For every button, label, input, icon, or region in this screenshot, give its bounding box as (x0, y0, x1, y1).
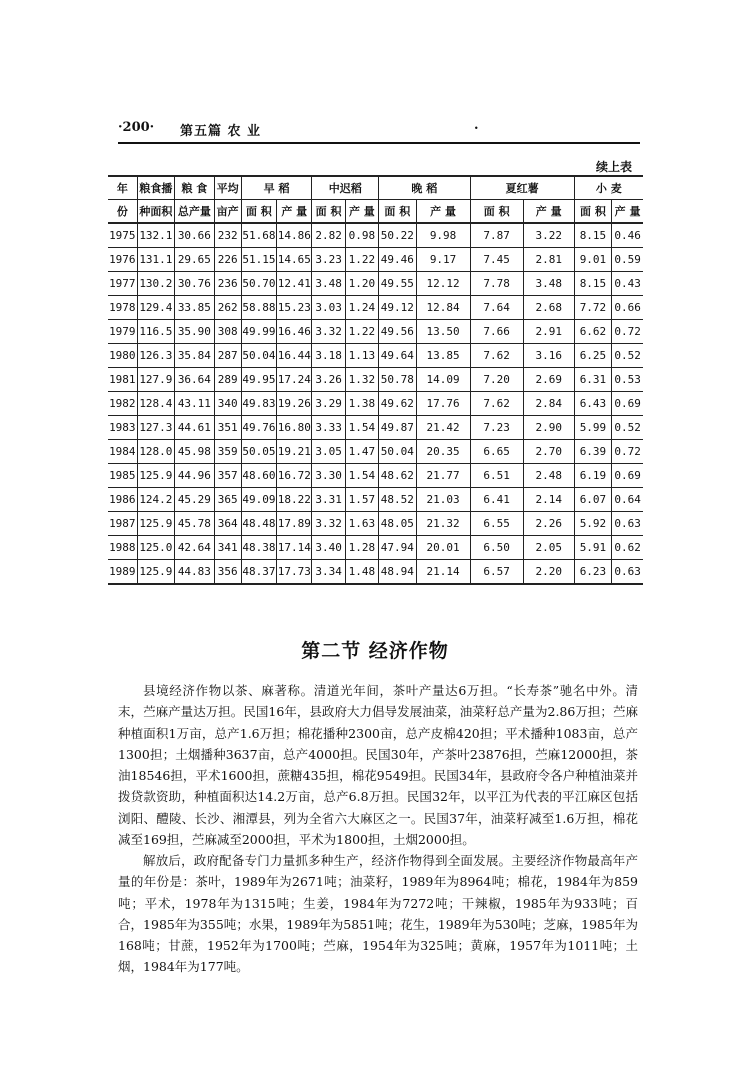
table-cell: 19.21 (277, 440, 312, 464)
table-cell: 17.14 (277, 536, 312, 560)
table-cell: 236 (214, 272, 241, 296)
table-cell: 125.9 (137, 560, 174, 585)
page-number: ·200· (118, 120, 155, 135)
header-avg-yield: 平均 (214, 176, 241, 200)
table-cell: 48.38 (241, 536, 276, 560)
table-cell: 3.29 (312, 392, 345, 416)
table-cell: 5.91 (574, 536, 611, 560)
table-cell: 49.95 (241, 368, 276, 392)
statistics-table (108, 175, 643, 585)
table-cell: 50.70 (241, 272, 276, 296)
table-cell: 6.65 (470, 440, 523, 464)
table-cell: 7.87 (470, 223, 523, 248)
header-cell: 面 积 (312, 200, 345, 224)
table-cell: 45.29 (175, 488, 215, 512)
table-row (108, 344, 643, 368)
header-cell: 总产量 (175, 200, 215, 224)
table-row (108, 440, 643, 464)
table-cell: 132.1 (137, 223, 174, 248)
header-late-rice: 晚 稻 (379, 176, 471, 200)
table-cell: 130.2 (137, 272, 174, 296)
table-cell: 6.25 (574, 344, 611, 368)
table-cell: 2.14 (523, 488, 574, 512)
table-cell: 48.60 (241, 464, 276, 488)
table-cell: 0.72 (612, 320, 643, 344)
table-cell: 6.41 (470, 488, 523, 512)
header-cell: 份 (108, 200, 137, 224)
year-cell: 1985 (108, 464, 137, 488)
table-cell: 2.90 (523, 416, 574, 440)
table-cell: 3.05 (312, 440, 345, 464)
table-cell: 7.62 (470, 344, 523, 368)
header-cell: 面 积 (574, 200, 611, 224)
table-cell: 51.15 (241, 248, 276, 272)
table-cell: 357 (214, 464, 241, 488)
table-cell: 7.72 (574, 296, 611, 320)
table-cell: 8.15 (574, 223, 611, 248)
table-cell: 0.59 (612, 248, 643, 272)
table-cell: 287 (214, 344, 241, 368)
table-cell: 44.83 (175, 560, 215, 585)
year-cell: 1983 (108, 416, 137, 440)
table-cell: 35.90 (175, 320, 215, 344)
table-cell: 12.12 (416, 272, 470, 296)
header-cell: 产 量 (523, 200, 574, 224)
table-cell: 3.48 (523, 272, 574, 296)
table-cell: 0.43 (612, 272, 643, 296)
table-row (108, 320, 643, 344)
table-cell: 1.28 (345, 536, 378, 560)
table-cell: 0.53 (612, 368, 643, 392)
table-cell: 0.69 (612, 392, 643, 416)
table-cell: 50.04 (241, 344, 276, 368)
page-header (118, 118, 638, 140)
table-row (108, 416, 643, 440)
year-cell: 1982 (108, 392, 137, 416)
table-row (108, 464, 643, 488)
table-cell: 9.01 (574, 248, 611, 272)
table-cell: 6.31 (574, 368, 611, 392)
table-cell: 116.5 (137, 320, 174, 344)
table-cell: 131.1 (137, 248, 174, 272)
table-cell: 6.23 (574, 560, 611, 585)
table-cell: 3.18 (312, 344, 345, 368)
table-cell: 2.82 (312, 223, 345, 248)
table-cell: 51.68 (241, 223, 276, 248)
table-cell: 3.26 (312, 368, 345, 392)
year-cell: 1977 (108, 272, 137, 296)
year-cell: 1984 (108, 440, 137, 464)
table-cell: 50.78 (379, 368, 416, 392)
table-cell: 6.51 (470, 464, 523, 488)
table-row (108, 560, 643, 585)
table-cell: 9.17 (416, 248, 470, 272)
table-cell: 2.70 (523, 440, 574, 464)
table-cell: 49.09 (241, 488, 276, 512)
table-cell: 50.22 (379, 223, 416, 248)
header-summer-sweet-potato: 夏红薯 (470, 176, 574, 200)
table-cell: 1.57 (345, 488, 378, 512)
table-cell: 50.05 (241, 440, 276, 464)
table-cell: 6.19 (574, 464, 611, 488)
table-cell: 1.32 (345, 368, 378, 392)
table-cell: 9.98 (416, 223, 470, 248)
year-cell: 1976 (108, 248, 137, 272)
table-cell: 6.07 (574, 488, 611, 512)
table-cell: 20.01 (416, 536, 470, 560)
table-cell: 21.42 (416, 416, 470, 440)
table-cell: 226 (214, 248, 241, 272)
table-cell: 125.9 (137, 464, 174, 488)
table-cell: 8.15 (574, 272, 611, 296)
table-cell: 0.62 (612, 536, 643, 560)
table-cell: 44.96 (175, 464, 215, 488)
header-mid-late-rice: 中迟稻 (312, 176, 379, 200)
table-cell: 21.14 (416, 560, 470, 585)
table-cell: 0.46 (612, 223, 643, 248)
table-cell: 3.03 (312, 296, 345, 320)
table-cell: 3.31 (312, 488, 345, 512)
table-cell: 129.4 (137, 296, 174, 320)
table-cell: 3.30 (312, 464, 345, 488)
table-cell: 7.66 (470, 320, 523, 344)
section-title: 第二节 经济作物 (301, 640, 449, 662)
table-cell: 6.55 (470, 512, 523, 536)
table-cell: 1.47 (345, 440, 378, 464)
table-cell: 125.0 (137, 536, 174, 560)
table-cell: 49.87 (379, 416, 416, 440)
table-cell: 128.0 (137, 440, 174, 464)
header-total-output: 粮 食 (175, 176, 215, 200)
table-cell: 341 (214, 536, 241, 560)
table-cell: 49.99 (241, 320, 276, 344)
table-cell: 3.22 (523, 223, 574, 248)
paragraph-2: 解放后，政府配备专门力量抓多种生产，经济作物得到全面发展。主要经济作物最高年产量的年份是：茶叶，1989年为2671吨；油菜籽，1989年为8964吨；棉花，1984年为859吨；平术，1978年为1315吨；生姜，1984年为7272吨；干辣椒，1985年为933吨；百合，1985年为355吨；水果，1989年为5851吨；花生，1989年为530吨；芝麻，1985年为168吨；甘蔗，1952年为1700吨；苎麻，1954年为325吨；黄麻，1957年为1011吨；土烟，1984年为177吨。 (118, 853, 638, 975)
table-cell: 47.94 (379, 536, 416, 560)
table-cell: 3.23 (312, 248, 345, 272)
table-cell: 7.78 (470, 272, 523, 296)
table-row (108, 272, 643, 296)
table-cell: 45.98 (175, 440, 215, 464)
table-cell: 128.4 (137, 392, 174, 416)
table-cell: 43.11 (175, 392, 215, 416)
year-cell: 1979 (108, 320, 137, 344)
header-cell: 面 积 (241, 200, 276, 224)
table-cell: 30.66 (175, 223, 215, 248)
header-cell: 产 量 (612, 200, 643, 224)
table-cell: 1.13 (345, 344, 378, 368)
table-cell: 16.80 (277, 416, 312, 440)
table-cell: 3.34 (312, 560, 345, 585)
table-cell: 17.24 (277, 368, 312, 392)
table-cell: 18.22 (277, 488, 312, 512)
table-cell: 262 (214, 296, 241, 320)
header-wheat: 小 麦 (574, 176, 643, 200)
table-cell: 14.86 (277, 223, 312, 248)
table-cell: 49.62 (379, 392, 416, 416)
table-cell: 30.76 (175, 272, 215, 296)
year-cell: 1980 (108, 344, 137, 368)
table-cell: 0.52 (612, 416, 643, 440)
table-cell: 126.3 (137, 344, 174, 368)
table-row (108, 248, 643, 272)
table-cell: 0.64 (612, 488, 643, 512)
table-header-row-2 (108, 200, 643, 224)
table-cell: 13.85 (416, 344, 470, 368)
table-cell: 127.9 (137, 368, 174, 392)
table-cell: 2.81 (523, 248, 574, 272)
continued-label: 续上表 (596, 160, 633, 174)
table-cell: 124.2 (137, 488, 174, 512)
table-cell: 3.33 (312, 416, 345, 440)
table-cell: 49.83 (241, 392, 276, 416)
table-cell: 1.63 (345, 512, 378, 536)
table-cell: 21.77 (416, 464, 470, 488)
header-cell: 种面积 (137, 200, 174, 224)
table-cell: 48.52 (379, 488, 416, 512)
table-cell: 49.46 (379, 248, 416, 272)
year-cell: 1978 (108, 296, 137, 320)
table-cell: 340 (214, 392, 241, 416)
header-cell: 产 量 (345, 200, 378, 224)
table-cell: 49.76 (241, 416, 276, 440)
table-cell: 49.12 (379, 296, 416, 320)
table-cell: 3.40 (312, 536, 345, 560)
table-cell: 16.72 (277, 464, 312, 488)
table-cell: 2.05 (523, 536, 574, 560)
header-rule (118, 142, 640, 144)
table-cell: 33.85 (175, 296, 215, 320)
table-cell: 1.22 (345, 320, 378, 344)
table-row (108, 488, 643, 512)
table-cell: 50.04 (379, 440, 416, 464)
table-cell: 127.3 (137, 416, 174, 440)
table-cell: 49.55 (379, 272, 416, 296)
table-cell: 44.61 (175, 416, 215, 440)
table-cell: 308 (214, 320, 241, 344)
table-cell: 49.64 (379, 344, 416, 368)
table-cell: 2.69 (523, 368, 574, 392)
table-cell: 6.57 (470, 560, 523, 585)
table-cell: 7.23 (470, 416, 523, 440)
table-cell: 21.03 (416, 488, 470, 512)
table-cell: 6.39 (574, 440, 611, 464)
table-cell: 58.88 (241, 296, 276, 320)
table-cell: 0.66 (612, 296, 643, 320)
table-cell: 125.9 (137, 512, 174, 536)
table-row (108, 296, 643, 320)
table-cell: 15.23 (277, 296, 312, 320)
table-cell: 48.94 (379, 560, 416, 585)
table-cell: 1.24 (345, 296, 378, 320)
table-body (108, 223, 643, 584)
header-cell: 产 量 (416, 200, 470, 224)
table-cell: 351 (214, 416, 241, 440)
table-cell: 35.84 (175, 344, 215, 368)
table-cell: 36.64 (175, 368, 215, 392)
table-cell: 17.76 (416, 392, 470, 416)
table-cell: 2.48 (523, 464, 574, 488)
table-cell: 29.65 (175, 248, 215, 272)
table-cell: 0.69 (612, 464, 643, 488)
table-cell: 356 (214, 560, 241, 585)
table-cell: 13.50 (416, 320, 470, 344)
year-cell: 1988 (108, 536, 137, 560)
header-sown-area: 粮食播 (137, 176, 174, 200)
table-cell: 0.98 (345, 223, 378, 248)
header-cell: 面 积 (379, 200, 416, 224)
table-cell: 2.26 (523, 512, 574, 536)
table-cell: 2.91 (523, 320, 574, 344)
table-cell: 2.68 (523, 296, 574, 320)
table-cell: 3.32 (312, 512, 345, 536)
table-cell: 16.46 (277, 320, 312, 344)
year-cell: 1989 (108, 560, 137, 585)
header-cell: 面 积 (470, 200, 523, 224)
year-cell: 1975 (108, 223, 137, 248)
table-cell: 5.99 (574, 416, 611, 440)
table-cell: 48.37 (241, 560, 276, 585)
header-cell: 亩产 (214, 200, 241, 224)
header-early-rice: 早 稻 (241, 176, 312, 200)
header-year: 年 (108, 176, 137, 200)
table-cell: 45.78 (175, 512, 215, 536)
table-cell: 7.45 (470, 248, 523, 272)
table-cell: 7.20 (470, 368, 523, 392)
table-cell: 1.20 (345, 272, 378, 296)
table-row (108, 223, 643, 248)
table-cell: 19.26 (277, 392, 312, 416)
table-cell: 2.84 (523, 392, 574, 416)
table-cell: 1.22 (345, 248, 378, 272)
table-row (108, 392, 643, 416)
table-cell: 1.54 (345, 464, 378, 488)
table-cell: 1.48 (345, 560, 378, 585)
table-cell: 0.63 (612, 560, 643, 585)
table-cell: 3.16 (523, 344, 574, 368)
year-cell: 1987 (108, 512, 137, 536)
table-cell: 0.72 (612, 440, 643, 464)
table-cell: 289 (214, 368, 241, 392)
table-cell: 16.44 (277, 344, 312, 368)
table-cell: 48.48 (241, 512, 276, 536)
table-cell: 48.62 (379, 464, 416, 488)
table-cell: 12.41 (277, 272, 312, 296)
table-cell: 14.09 (416, 368, 470, 392)
table-cell: 1.38 (345, 392, 378, 416)
year-cell: 1981 (108, 368, 137, 392)
table-cell: 6.62 (574, 320, 611, 344)
table-cell: 17.73 (277, 560, 312, 585)
table-cell: 3.48 (312, 272, 345, 296)
table-cell: 49.56 (379, 320, 416, 344)
table-cell: 359 (214, 440, 241, 464)
table-cell: 12.84 (416, 296, 470, 320)
table-cell: 20.35 (416, 440, 470, 464)
table-cell: 3.32 (312, 320, 345, 344)
table-cell: 1.54 (345, 416, 378, 440)
table-cell: 365 (214, 488, 241, 512)
table-cell: 42.64 (175, 536, 215, 560)
table-cell: 6.50 (470, 536, 523, 560)
paragraph-1: 县境经济作物以茶、麻著称。清道光年间，茶叶产量达6万担。“长寿茶”驰名中外。清末，苎麻产量达万担。民国16年，县政府大力倡导发展油菜，油菜籽总产量为2.86万担；苎麻种植面积1万亩，总产1.6万担；棉花播种2300亩，总产皮棉420担；平术播种1083亩，总产1300担；土烟播种3637亩，总产4000担。民国30年，产茶叶23876担，苎麻12000担，茶油18546担，平术1600担，蔗糖435担，棉花9549担。民国34年，县政府令各户种植油菜并拨贷款资助，种植面积达14.2万亩，总产6.8万担。民国32年，以平江为代表的平江麻区包括浏阳、醴陵、长沙、湘潭县，列为全省六大麻区之一。民国37年，油菜籽减至1.6万担，棉花减至169担，苎麻减至2000担，平术为1800担，土烟2000担。 (118, 683, 638, 848)
table-header-row-1 (108, 176, 643, 200)
table-cell: 232 (214, 223, 241, 248)
header-mark: . (474, 118, 479, 133)
table-cell: 6.43 (574, 392, 611, 416)
year-cell: 1986 (108, 488, 137, 512)
chapter-title: 第五篇 农 业 (180, 124, 262, 139)
table-cell: 7.62 (470, 392, 523, 416)
table-row (108, 512, 643, 536)
table-cell: 0.52 (612, 344, 643, 368)
table-cell: 2.20 (523, 560, 574, 585)
table-cell: 17.89 (277, 512, 312, 536)
table-cell: 48.05 (379, 512, 416, 536)
table-cell: 364 (214, 512, 241, 536)
table-cell: 5.92 (574, 512, 611, 536)
header-cell: 产 量 (277, 200, 312, 224)
table-cell: 21.32 (416, 512, 470, 536)
table-cell: 7.64 (470, 296, 523, 320)
table-row (108, 536, 643, 560)
table-row (108, 368, 643, 392)
table-cell: 14.65 (277, 248, 312, 272)
table-cell: 0.63 (612, 512, 643, 536)
